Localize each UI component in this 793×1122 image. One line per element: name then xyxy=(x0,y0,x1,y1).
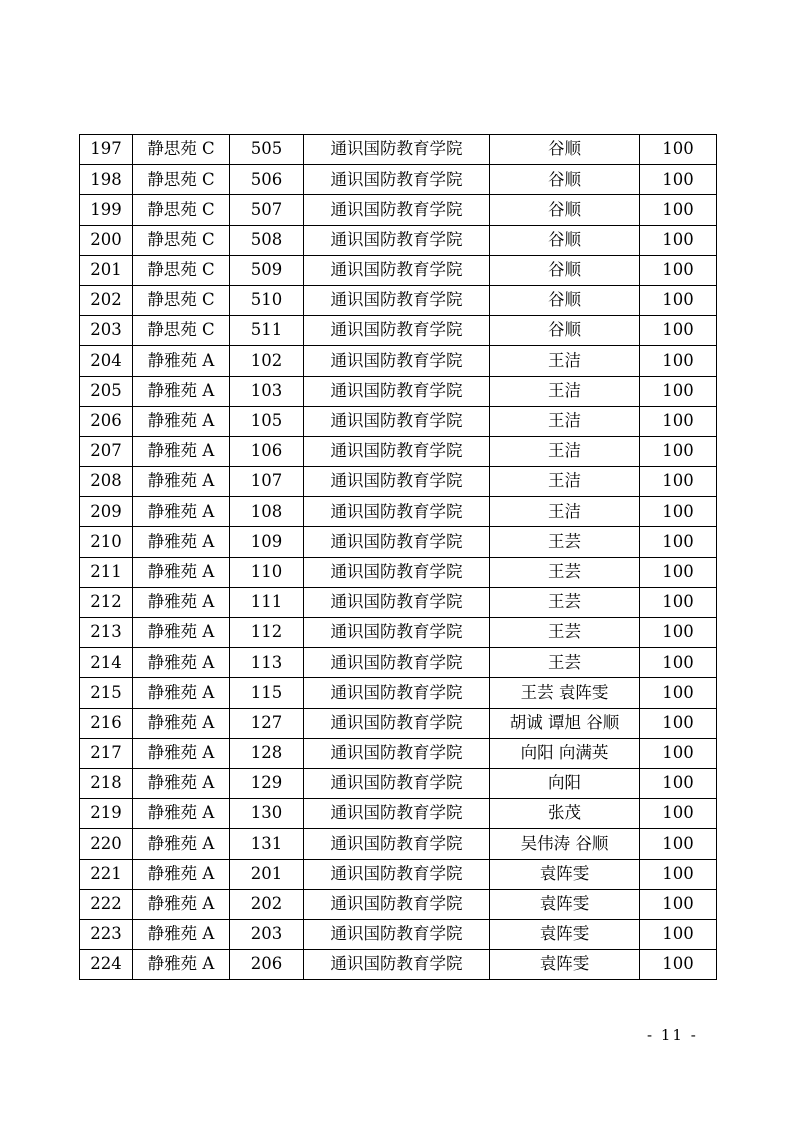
score-cell: 100 xyxy=(640,346,717,376)
room-cell: 202 xyxy=(230,889,304,919)
person-cell: 王洁 xyxy=(490,467,640,497)
college-cell: 通识国防教育学院 xyxy=(304,678,490,708)
building-cell: 静雅苑 A xyxy=(133,950,230,980)
building-cell: 静雅苑 A xyxy=(133,436,230,466)
row-number-cell: 208 xyxy=(80,467,133,497)
page-number: - 11 - xyxy=(647,1026,698,1044)
college-cell: 通识国防教育学院 xyxy=(304,587,490,617)
table-row xyxy=(80,316,717,346)
college-cell: 通识国防教育学院 xyxy=(304,195,490,225)
table-row xyxy=(80,618,717,648)
row-number-cell: 212 xyxy=(80,587,133,617)
person-cell: 王洁 xyxy=(490,376,640,406)
college-cell: 通识国防教育学院 xyxy=(304,648,490,678)
score-cell: 100 xyxy=(640,255,717,285)
score-cell: 100 xyxy=(640,648,717,678)
table-row xyxy=(80,255,717,285)
row-number-cell: 219 xyxy=(80,799,133,829)
row-number-cell: 214 xyxy=(80,648,133,678)
person-cell: 王芸 xyxy=(490,527,640,557)
building-cell: 静雅苑 A xyxy=(133,859,230,889)
person-cell: 王洁 xyxy=(490,497,640,527)
table-row xyxy=(80,527,717,557)
table-row xyxy=(80,678,717,708)
college-cell: 通识国防教育学院 xyxy=(304,557,490,587)
building-cell: 静思苑 C xyxy=(133,255,230,285)
score-cell: 100 xyxy=(640,919,717,949)
score-cell: 100 xyxy=(640,829,717,859)
person-cell: 袁阵雯 xyxy=(490,919,640,949)
table-row xyxy=(80,436,717,466)
room-cell: 130 xyxy=(230,799,304,829)
room-cell: 129 xyxy=(230,768,304,798)
college-cell: 通识国防教育学院 xyxy=(304,346,490,376)
room-cell: 108 xyxy=(230,497,304,527)
person-cell: 向阳 xyxy=(490,768,640,798)
table-row xyxy=(80,889,717,919)
person-cell: 王洁 xyxy=(490,436,640,466)
building-cell: 静雅苑 A xyxy=(133,587,230,617)
college-cell: 通识国防教育学院 xyxy=(304,467,490,497)
row-number-cell: 223 xyxy=(80,919,133,949)
college-cell: 通识国防教育学院 xyxy=(304,799,490,829)
table-row xyxy=(80,376,717,406)
college-cell: 通识国防教育学院 xyxy=(304,768,490,798)
row-number-cell: 210 xyxy=(80,527,133,557)
row-number-cell: 217 xyxy=(80,738,133,768)
building-cell: 静思苑 C xyxy=(133,135,230,165)
score-cell: 100 xyxy=(640,768,717,798)
college-cell: 通识国防教育学院 xyxy=(304,406,490,436)
table-row xyxy=(80,648,717,678)
building-cell: 静雅苑 A xyxy=(133,768,230,798)
person-cell: 谷顺 xyxy=(490,165,640,195)
room-cell: 109 xyxy=(230,527,304,557)
room-cell: 105 xyxy=(230,406,304,436)
table-row xyxy=(80,346,717,376)
person-cell: 胡诚 谭旭 谷顺 xyxy=(490,708,640,738)
score-cell: 100 xyxy=(640,527,717,557)
score-cell: 100 xyxy=(640,799,717,829)
room-cell: 508 xyxy=(230,225,304,255)
person-cell: 向阳 向满英 xyxy=(490,738,640,768)
building-cell: 静雅苑 A xyxy=(133,406,230,436)
college-cell: 通识国防教育学院 xyxy=(304,708,490,738)
building-cell: 静雅苑 A xyxy=(133,648,230,678)
row-number-cell: 205 xyxy=(80,376,133,406)
person-cell: 张茂 xyxy=(490,799,640,829)
building-cell: 静雅苑 A xyxy=(133,527,230,557)
person-cell: 谷顺 xyxy=(490,135,640,165)
college-cell: 通识国防教育学院 xyxy=(304,255,490,285)
score-cell: 100 xyxy=(640,738,717,768)
person-cell: 谷顺 xyxy=(490,255,640,285)
table-row xyxy=(80,165,717,195)
row-number-cell: 201 xyxy=(80,255,133,285)
building-cell: 静雅苑 A xyxy=(133,376,230,406)
room-cell: 113 xyxy=(230,648,304,678)
score-cell: 100 xyxy=(640,950,717,980)
table-row xyxy=(80,557,717,587)
person-cell: 王洁 xyxy=(490,346,640,376)
score-cell: 100 xyxy=(640,406,717,436)
score-cell: 100 xyxy=(640,376,717,406)
table-row xyxy=(80,135,717,165)
building-cell: 静雅苑 A xyxy=(133,738,230,768)
row-number-cell: 215 xyxy=(80,678,133,708)
person-cell: 吴伟涛 谷顺 xyxy=(490,829,640,859)
building-cell: 静思苑 C xyxy=(133,195,230,225)
score-cell: 100 xyxy=(640,165,717,195)
building-cell: 静雅苑 A xyxy=(133,708,230,738)
person-cell: 谷顺 xyxy=(490,195,640,225)
building-cell: 静雅苑 A xyxy=(133,799,230,829)
row-number-cell: 204 xyxy=(80,346,133,376)
row-number-cell: 224 xyxy=(80,950,133,980)
row-number-cell: 213 xyxy=(80,618,133,648)
person-cell: 王芸 袁阵雯 xyxy=(490,678,640,708)
building-cell: 静雅苑 A xyxy=(133,829,230,859)
table-row xyxy=(80,195,717,225)
college-cell: 通识国防教育学院 xyxy=(304,859,490,889)
room-cell: 511 xyxy=(230,316,304,346)
table-row xyxy=(80,829,717,859)
college-cell: 通识国防教育学院 xyxy=(304,285,490,315)
person-cell: 王芸 xyxy=(490,587,640,617)
building-cell: 静思苑 C xyxy=(133,165,230,195)
college-cell: 通识国防教育学院 xyxy=(304,135,490,165)
score-cell: 100 xyxy=(640,285,717,315)
score-cell: 100 xyxy=(640,557,717,587)
room-cell: 107 xyxy=(230,467,304,497)
table-row xyxy=(80,919,717,949)
inspection-table xyxy=(79,134,717,980)
room-cell: 115 xyxy=(230,678,304,708)
score-cell: 100 xyxy=(640,889,717,919)
building-cell: 静思苑 C xyxy=(133,225,230,255)
room-cell: 128 xyxy=(230,738,304,768)
building-cell: 静雅苑 A xyxy=(133,467,230,497)
room-cell: 103 xyxy=(230,376,304,406)
room-cell: 505 xyxy=(230,135,304,165)
table-row xyxy=(80,225,717,255)
table-row xyxy=(80,708,717,738)
college-cell: 通识国防教育学院 xyxy=(304,316,490,346)
room-cell: 111 xyxy=(230,587,304,617)
room-cell: 510 xyxy=(230,285,304,315)
score-cell: 100 xyxy=(640,587,717,617)
room-cell: 102 xyxy=(230,346,304,376)
score-cell: 100 xyxy=(640,467,717,497)
person-cell: 王芸 xyxy=(490,557,640,587)
row-number-cell: 222 xyxy=(80,889,133,919)
room-cell: 110 xyxy=(230,557,304,587)
table-row xyxy=(80,859,717,889)
college-cell: 通识国防教育学院 xyxy=(304,527,490,557)
table-row xyxy=(80,467,717,497)
person-cell: 王洁 xyxy=(490,406,640,436)
row-number-cell: 220 xyxy=(80,829,133,859)
college-cell: 通识国防教育学院 xyxy=(304,225,490,255)
score-cell: 100 xyxy=(640,225,717,255)
score-cell: 100 xyxy=(640,859,717,889)
table-row xyxy=(80,768,717,798)
person-cell: 袁阵雯 xyxy=(490,950,640,980)
row-number-cell: 198 xyxy=(80,165,133,195)
room-cell: 509 xyxy=(230,255,304,285)
building-cell: 静思苑 C xyxy=(133,285,230,315)
row-number-cell: 221 xyxy=(80,859,133,889)
row-number-cell: 202 xyxy=(80,285,133,315)
person-cell: 谷顺 xyxy=(490,316,640,346)
row-number-cell: 200 xyxy=(80,225,133,255)
person-cell: 袁阵雯 xyxy=(490,859,640,889)
person-cell: 谷顺 xyxy=(490,285,640,315)
college-cell: 通识国防教育学院 xyxy=(304,738,490,768)
row-number-cell: 207 xyxy=(80,436,133,466)
person-cell: 王芸 xyxy=(490,648,640,678)
score-cell: 100 xyxy=(640,618,717,648)
table-row xyxy=(80,738,717,768)
row-number-cell: 203 xyxy=(80,316,133,346)
building-cell: 静雅苑 A xyxy=(133,618,230,648)
row-number-cell: 216 xyxy=(80,708,133,738)
room-cell: 112 xyxy=(230,618,304,648)
college-cell: 通识国防教育学院 xyxy=(304,829,490,859)
table-row xyxy=(80,799,717,829)
building-cell: 静雅苑 A xyxy=(133,678,230,708)
score-cell: 100 xyxy=(640,497,717,527)
score-cell: 100 xyxy=(640,708,717,738)
score-cell: 100 xyxy=(640,135,717,165)
college-cell: 通识国防教育学院 xyxy=(304,889,490,919)
room-cell: 106 xyxy=(230,436,304,466)
college-cell: 通识国防教育学院 xyxy=(304,376,490,406)
building-cell: 静雅苑 A xyxy=(133,889,230,919)
score-cell: 100 xyxy=(640,436,717,466)
score-cell: 100 xyxy=(640,316,717,346)
person-cell: 谷顺 xyxy=(490,225,640,255)
college-cell: 通识国防教育学院 xyxy=(304,436,490,466)
room-cell: 127 xyxy=(230,708,304,738)
college-cell: 通识国防教育学院 xyxy=(304,618,490,648)
table-body xyxy=(80,135,717,980)
room-cell: 201 xyxy=(230,859,304,889)
college-cell: 通识国防教育学院 xyxy=(304,950,490,980)
score-cell: 100 xyxy=(640,678,717,708)
college-cell: 通识国防教育学院 xyxy=(304,165,490,195)
table-row xyxy=(80,285,717,315)
table-row xyxy=(80,587,717,617)
room-cell: 506 xyxy=(230,165,304,195)
building-cell: 静雅苑 A xyxy=(133,497,230,527)
table-row xyxy=(80,497,717,527)
row-number-cell: 211 xyxy=(80,557,133,587)
table-row xyxy=(80,950,717,980)
building-cell: 静雅苑 A xyxy=(133,346,230,376)
building-cell: 静思苑 C xyxy=(133,316,230,346)
room-cell: 206 xyxy=(230,950,304,980)
room-cell: 203 xyxy=(230,919,304,949)
room-cell: 507 xyxy=(230,195,304,225)
person-cell: 王芸 xyxy=(490,618,640,648)
college-cell: 通识国防教育学院 xyxy=(304,497,490,527)
row-number-cell: 209 xyxy=(80,497,133,527)
room-cell: 131 xyxy=(230,829,304,859)
row-number-cell: 199 xyxy=(80,195,133,225)
building-cell: 静雅苑 A xyxy=(133,919,230,949)
building-cell: 静雅苑 A xyxy=(133,557,230,587)
row-number-cell: 206 xyxy=(80,406,133,436)
college-cell: 通识国防教育学院 xyxy=(304,919,490,949)
table-row xyxy=(80,406,717,436)
row-number-cell: 218 xyxy=(80,768,133,798)
person-cell: 袁阵雯 xyxy=(490,889,640,919)
row-number-cell: 197 xyxy=(80,135,133,165)
score-cell: 100 xyxy=(640,195,717,225)
